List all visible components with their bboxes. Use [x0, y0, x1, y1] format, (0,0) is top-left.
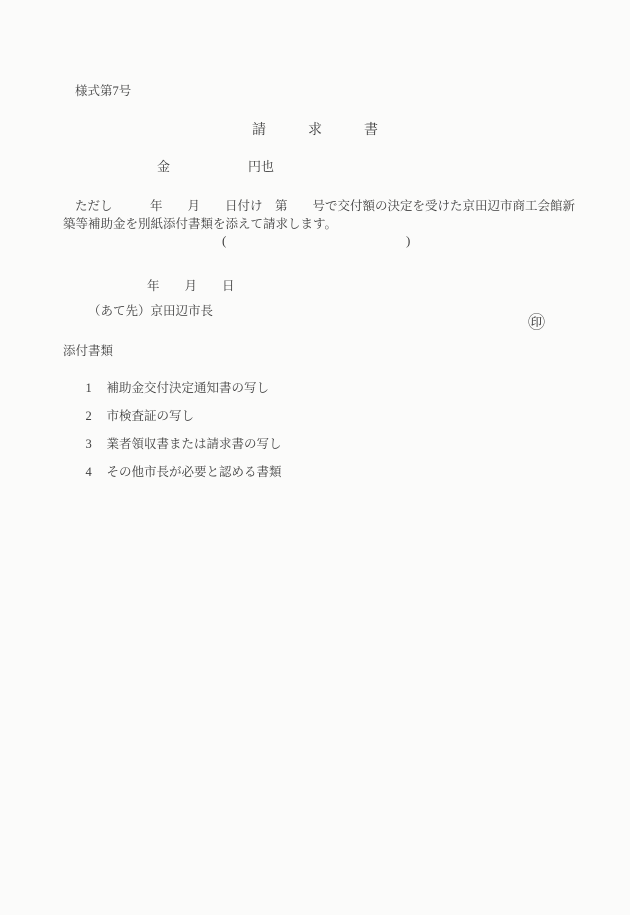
- attachment-item: [73, 447, 282, 495]
- addressee-line: （あて先）京田辺市長: [88, 304, 214, 318]
- parenthesis-open: (: [222, 233, 227, 248]
- date-fill-line: 年 月 日: [147, 279, 235, 293]
- form-number: 様式第7号: [75, 84, 132, 98]
- parenthesis-close: ): [406, 233, 411, 248]
- attachments-heading: 添付書類: [63, 344, 114, 358]
- amount-suffix-label: 円也: [248, 159, 275, 174]
- attachment-item-label: 補助金交付決定通知書の写し: [106, 381, 270, 395]
- attachment-item-label: その他市長が必要と認める書類: [106, 465, 282, 479]
- attachment-item-label: 市検査証の写し: [106, 409, 195, 423]
- seal-mark-icon: ㊞: [528, 313, 545, 332]
- attachment-item-label: 業者領収書または請求書の写し: [106, 437, 282, 451]
- document-title: 請 求 書: [252, 123, 378, 138]
- attachment-item-number: 1: [85, 381, 92, 395]
- attachment-item-number: 2: [85, 409, 92, 423]
- body-text-line-1: ただし 年 月 日付け 第 号で交付額の決定を受けた京田辺市商工会館新: [75, 199, 576, 213]
- body-text-line-2: 築等補助金を別紙添付書類を添えて請求します。: [63, 217, 338, 231]
- amount-prefix-label: 金: [157, 159, 171, 174]
- attachment-item-number: 3: [85, 437, 92, 451]
- attachment-item-number: 4: [85, 465, 92, 479]
